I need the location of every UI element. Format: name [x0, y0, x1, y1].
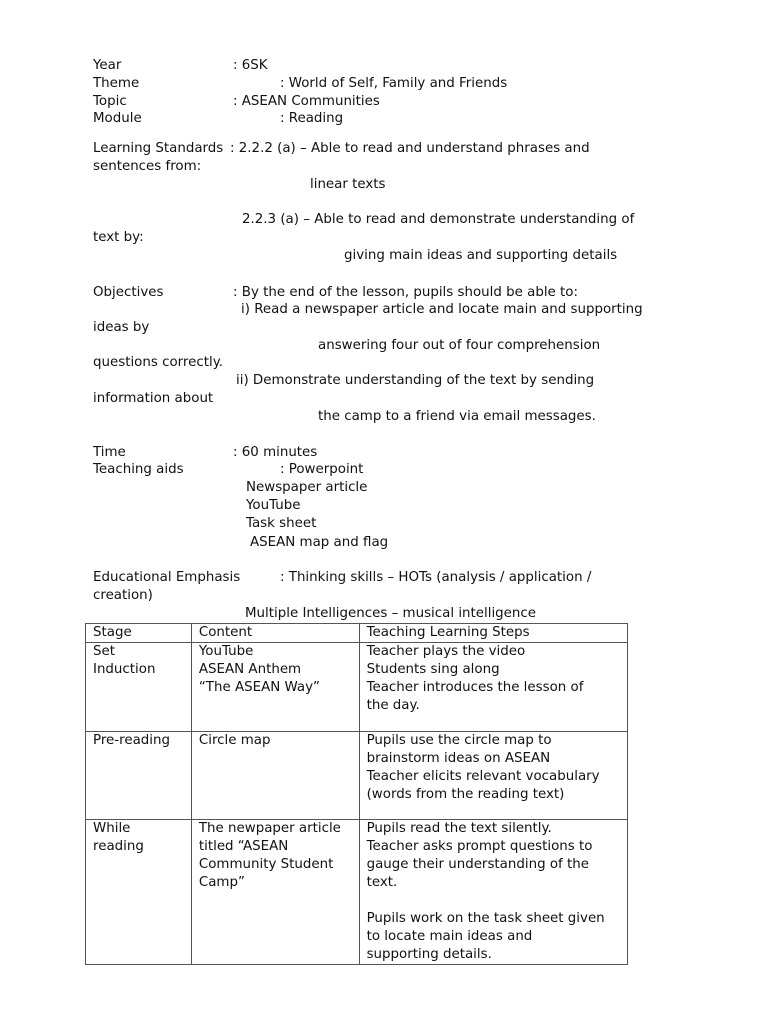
time-label: Time: [93, 445, 126, 460]
table-row: [86, 820, 628, 965]
content-text: titled “ASEAN: [198, 839, 289, 854]
table-header-row: [86, 624, 628, 643]
module-value: : Reading: [280, 111, 344, 126]
objective-1-line-3: answering four out of four comprehension: [318, 338, 601, 353]
objective-1-line-1: i) Read a newspaper article and locate main and supporting: [241, 302, 643, 317]
time-value: : 60 minutes: [233, 445, 318, 460]
learning-standards-label: Learning Standards: [93, 141, 224, 156]
standard-2-line-2: text by:: [93, 230, 144, 245]
content-text: The newpaper article: [198, 821, 341, 836]
step-text: Teacher elicits relevant vocabulary: [366, 769, 600, 784]
teaching-aid-item: : Powerpoint: [280, 462, 364, 477]
topic-value: : ASEAN Communities: [233, 94, 380, 109]
educational-emphasis-line-3: Multiple Intelligences – musical intelligence: [245, 606, 536, 621]
stage-cell: [86, 820, 192, 965]
header-content: Content: [191, 624, 359, 643]
year-value: : 6SK: [233, 58, 268, 73]
objectives-intro: : By the end of the lesson, pupils should be able to:: [233, 285, 578, 300]
content-text: Community Student: [198, 857, 334, 872]
table-row: [86, 732, 628, 820]
objective-1-line-4: questions correctly.: [93, 355, 223, 370]
teaching-aid-item: YouTube: [246, 498, 301, 513]
step-text: Teacher plays the video: [366, 644, 526, 659]
content-cell: [191, 643, 359, 732]
educational-emphasis-label: Educational Emphasis: [93, 570, 241, 585]
standard-2-line-1: 2.2.3 (a) – Able to read and demonstrate understanding of: [242, 212, 635, 227]
content-text: ASEAN Anthem: [198, 662, 302, 677]
objective-2-line-3: the camp to a friend via email messages.: [318, 409, 596, 424]
stage-text: Pre-reading: [93, 733, 170, 748]
content-text: Camp”: [198, 875, 245, 890]
step-text: the day.: [366, 698, 420, 713]
standard-2-line-3: giving main ideas and supporting details: [344, 248, 618, 263]
step-text: Pupils use the circle map to: [366, 733, 552, 748]
step-text: Students sing along: [366, 662, 500, 677]
step-text: gauge their understanding of the: [366, 857, 589, 872]
objective-2-line-1: ii) Demonstrate understanding of the text by sending: [236, 373, 595, 388]
stage-text: Induction: [93, 662, 156, 677]
teaching-aid-item: ASEAN map and flag: [250, 535, 389, 550]
objectives-label: Objectives: [93, 285, 164, 300]
steps-cell: [359, 820, 627, 965]
lesson-plan-table: [85, 623, 628, 965]
header-stage: Stage: [86, 624, 192, 643]
step-text: brainstorm ideas on ASEAN: [366, 751, 551, 766]
content-cell: [191, 732, 359, 820]
standard-1-line-2: sentences from:: [93, 159, 202, 174]
content-text: “The ASEAN Way”: [198, 680, 320, 695]
standard-1-line-3: linear texts: [310, 177, 386, 192]
step-text: (words from the reading text): [366, 787, 565, 802]
table-row: [86, 643, 628, 732]
educational-emphasis-line-1: : Thinking skills – HOTs (analysis / application /: [280, 570, 592, 585]
topic-label: Topic: [93, 94, 127, 109]
header-steps: Teaching Learning Steps: [359, 624, 627, 643]
steps-cell: [359, 732, 627, 820]
content-text: Circle map: [198, 733, 271, 748]
step-text: Teacher introduces the lesson of: [366, 680, 584, 695]
standard-1-line-1: : 2.2.2 (a) – Able to read and understand phrases and: [230, 141, 590, 156]
theme-value: : World of Self, Family and Friends: [280, 76, 508, 91]
stage-text: While: [93, 821, 131, 836]
module-label: Module: [93, 111, 142, 126]
educational-emphasis-line-2: creation): [93, 588, 153, 603]
steps-cell: [359, 643, 627, 732]
stage-text: Set: [93, 644, 115, 659]
content-text: YouTube: [198, 644, 254, 659]
step-text: Teacher asks prompt questions to: [366, 839, 593, 854]
objective-1-line-2: ideas by: [93, 320, 150, 335]
step-text: Pupils read the text silently.: [366, 821, 552, 836]
step-text: Pupils work on the task sheet given: [366, 911, 605, 926]
stage-text: reading: [93, 839, 144, 854]
teaching-aids-label: Teaching aids: [93, 462, 184, 477]
step-text: supporting details.: [366, 947, 492, 962]
teaching-aid-item: Newspaper article: [246, 480, 368, 495]
content-cell: [191, 820, 359, 965]
teaching-aid-item: Task sheet: [246, 516, 317, 531]
step-text: text.: [366, 875, 398, 890]
stage-cell: [86, 732, 192, 820]
objective-2-line-2: information about: [93, 391, 214, 406]
step-text: to locate main ideas and: [366, 929, 533, 944]
step-text: [367, 892, 621, 910]
stage-cell: [86, 643, 192, 732]
theme-label: Theme: [93, 76, 140, 91]
year-label: Year: [93, 58, 122, 73]
